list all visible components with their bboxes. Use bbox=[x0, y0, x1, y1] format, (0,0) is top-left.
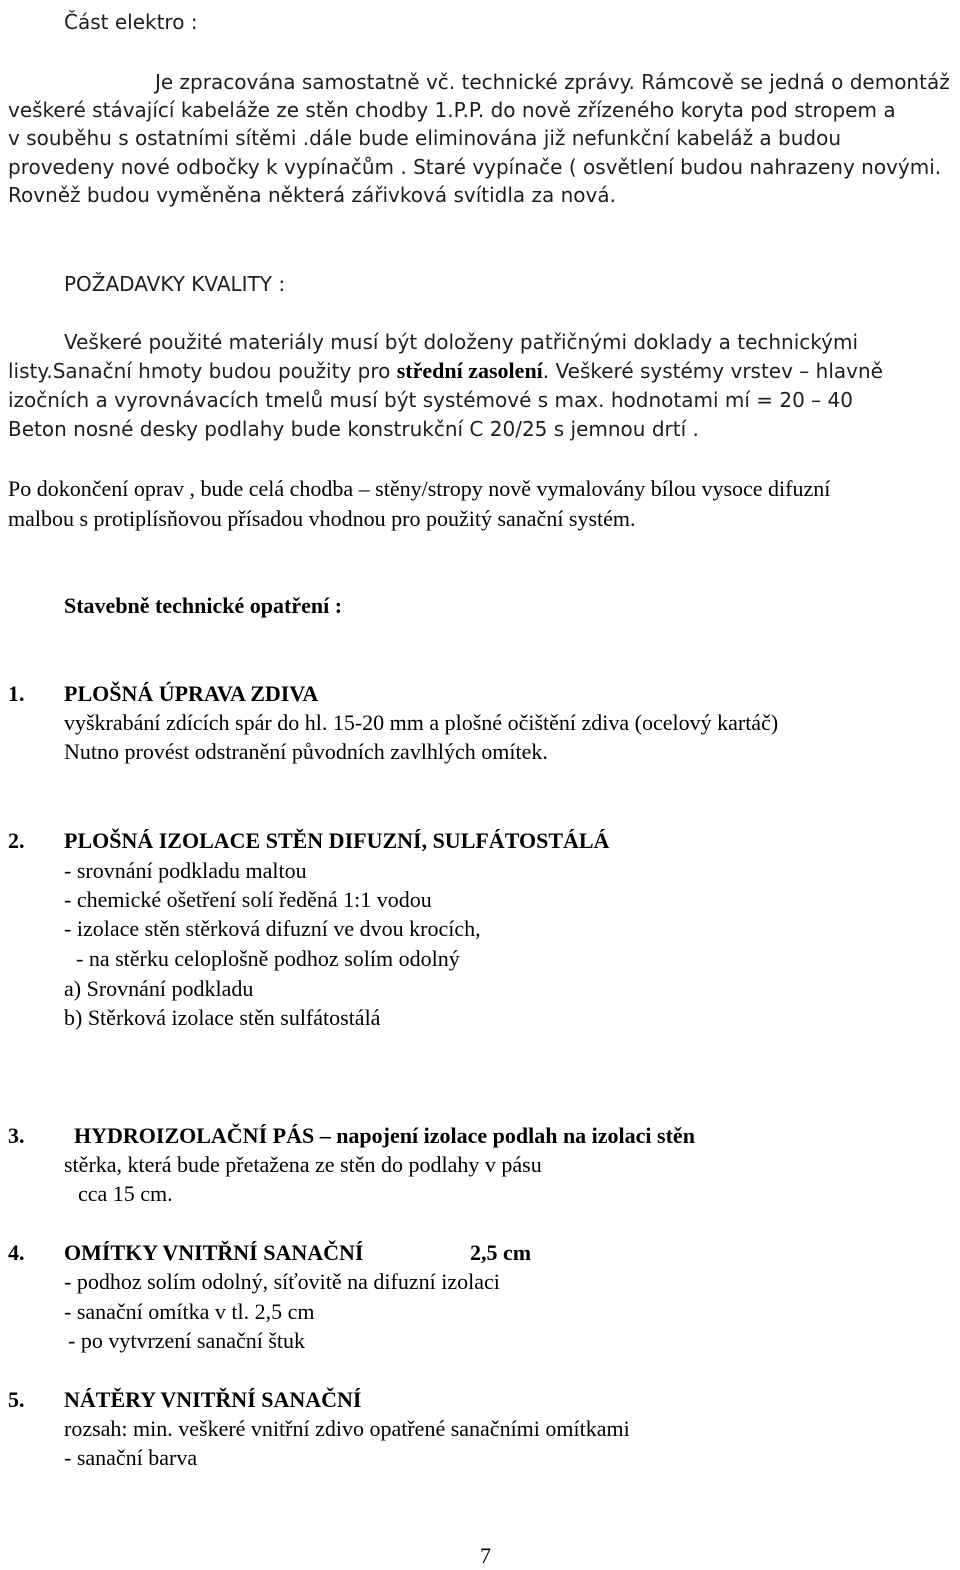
item-number: 2. bbox=[8, 828, 25, 853]
item-line: - po vytvrzení sanační štuk bbox=[68, 1328, 306, 1353]
item-title: OMÍTKY VNITŘNÍ SANAČNÍ bbox=[64, 1240, 364, 1265]
paragraph-line: Je zpracována samostatně vč. technické zprávy. Rámcově se jedná o demontáž bbox=[155, 70, 950, 94]
paragraph-line: malbou s protiplísňovou přísadou vhodnou pro použitý sanační systém. bbox=[8, 506, 636, 531]
section-heading-kvalita: POŽADAVKY KVALITY : bbox=[64, 272, 286, 296]
emphasis-text: střední zasolení bbox=[396, 358, 543, 383]
item-line: - podhoz solím odolný, síťovitě na difuzní izolaci bbox=[64, 1269, 500, 1294]
item-line: - izolace stěn stěrková difuzní ve dvou krocích, bbox=[64, 916, 481, 941]
item-title: PLOŠNÁ ÚPRAVA ZDIVA bbox=[64, 681, 319, 706]
item-line: rozsah: min. veškeré vnitřní zdivo opatřené sanačními omítkami bbox=[64, 1416, 630, 1441]
page-number: 7 bbox=[480, 1543, 491, 1568]
text-span: listy.Sanační hmoty budou použity pro bbox=[8, 359, 391, 383]
item-title-extra: 2,5 cm bbox=[470, 1240, 532, 1265]
item-title: NÁTĚRY VNITŘNÍ SANAČNÍ bbox=[64, 1387, 362, 1412]
item-line: - sanační barva bbox=[64, 1445, 198, 1470]
paragraph-line: izočních a vyrovnávacích tmelů musí být systémové s max. hodnotami mí = 20 – 40 bbox=[8, 388, 853, 412]
paragraph-line: Rovněž budou vyměněna některá zářivková svítidla za nová. bbox=[8, 183, 616, 207]
paragraph-line: Veškeré použité materiály musí být doloženy patřičnými doklady a technickými bbox=[64, 330, 859, 354]
paragraph-line: provedeny nové odbočky k vypínačům . Staré vypínače ( osvětlení budou nahrazeny novými. bbox=[8, 155, 942, 179]
item-line: - srovnání podkladu maltou bbox=[64, 858, 307, 883]
item-line: a) Srovnání podkladu bbox=[64, 976, 254, 1001]
item-number: 1. bbox=[8, 681, 25, 706]
paragraph-line bbox=[8, 357, 883, 385]
item-line: vyškrabání zdících spár do hl. 15-20 mm a plošné očištění zdiva (ocelový kartáč) bbox=[64, 710, 779, 735]
item-line: - chemické ošetření solí ředěná 1:1 vodou bbox=[64, 887, 432, 912]
paragraph-line: Po dokončení oprav , bude celá chodba – stěny/stropy nově vymalovány bílou vysoce difuzní bbox=[8, 476, 831, 501]
item-title: HYDROIZOLAČNÍ PÁS – napojení izolace podlah na izolaci stěn bbox=[74, 1123, 695, 1148]
section-heading-elektro: Část elektro : bbox=[64, 10, 198, 34]
section-heading-opatreni: Stavebně technické opatření : bbox=[64, 593, 343, 618]
text-span: . Veškeré systémy vrstev – hlavně bbox=[542, 359, 883, 383]
item-number: 4. bbox=[8, 1240, 25, 1265]
item-line: - na stěrku celoplošně podhoz solím odolný bbox=[76, 946, 460, 971]
item-line: cca 15 cm. bbox=[78, 1181, 173, 1206]
paragraph-line: v souběhu s ostatními sítěmi .dále bude eliminována již nefunkční kabeláž a budou bbox=[8, 126, 842, 150]
item-line: - sanační omítka v tl. 2,5 cm bbox=[64, 1299, 315, 1324]
paragraph-line: veškeré stávající kabeláže ze stěn chodby 1.P.P. do nově zřízeného koryta pod stropem a bbox=[8, 98, 896, 122]
item-number: 5. bbox=[8, 1387, 25, 1412]
paragraph-line: Beton nosné desky podlahy bude konstrukční C 20/25 s jemnou drtí . bbox=[8, 417, 699, 441]
item-line: stěrka, která bude přetažena ze stěn do podlahy v pásu bbox=[64, 1152, 542, 1177]
item-title: PLOŠNÁ IZOLACE STĚN DIFUZNÍ, SULFÁTOSTÁLÁ bbox=[64, 828, 610, 853]
item-number: 3. bbox=[8, 1123, 25, 1148]
item-line: Nutno provést odstranění původních zavlhlých omítek. bbox=[64, 739, 548, 764]
item-line: b) Stěrková izolace stěn sulfátostálá bbox=[64, 1005, 381, 1030]
